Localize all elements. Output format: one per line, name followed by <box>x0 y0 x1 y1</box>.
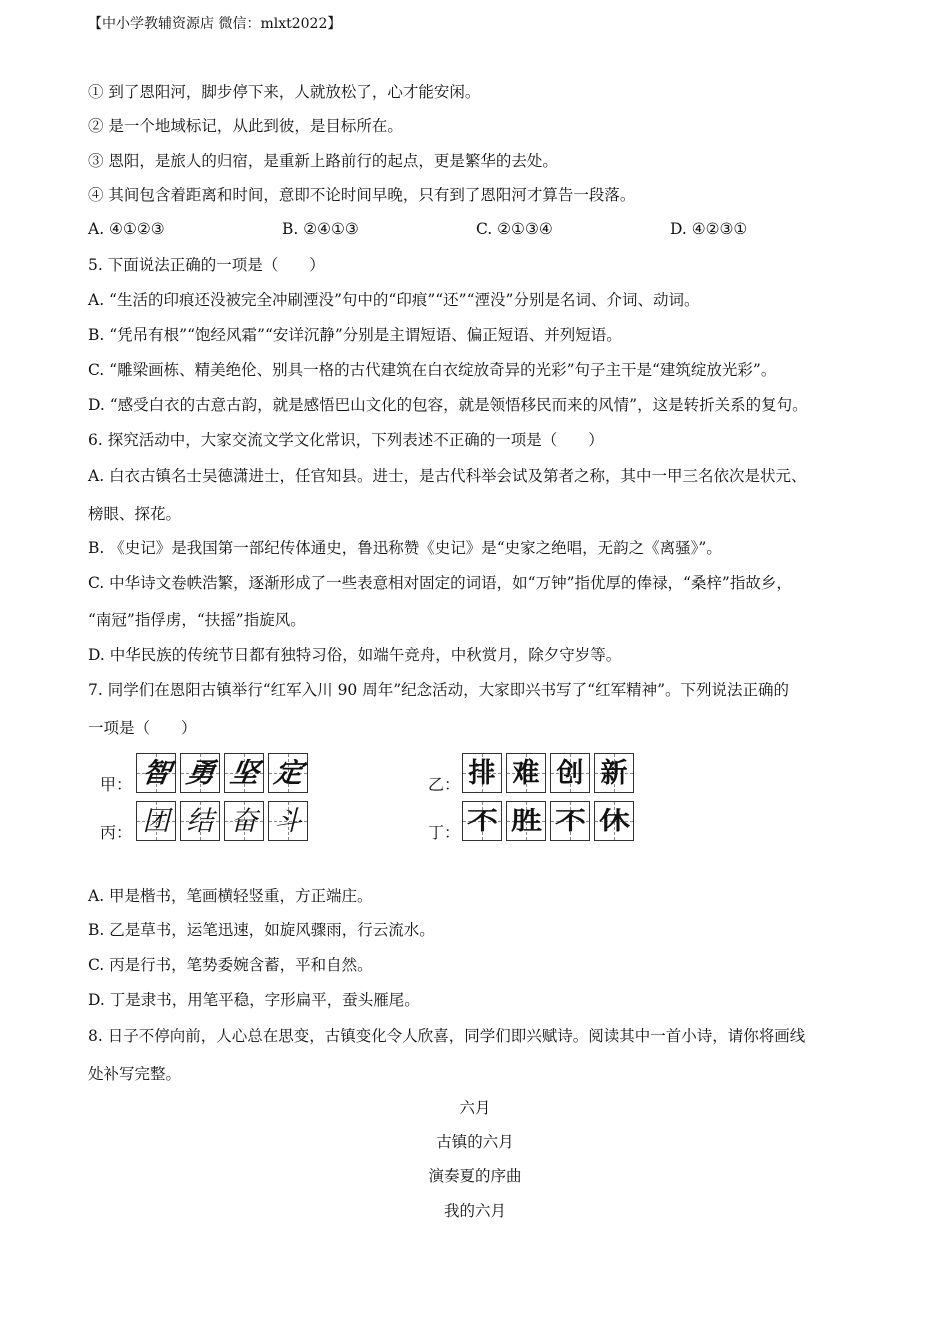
poem-line: 古镇的六月 <box>436 1133 514 1151</box>
q4-option-b: B. ②④①③ <box>282 220 359 238</box>
q5-stem: 5. 下面说法正确的一项是（ ） <box>88 256 325 274</box>
calligraphy-cell: 创 <box>550 753 590 793</box>
calligraphy-sample-jia <box>136 753 308 793</box>
poem-line: 我的六月 <box>443 1202 506 1220</box>
q4-item-2: ② 是一个地域标记，从此到彼，是目标所在。 <box>88 117 403 135</box>
q4-option-c: C. ②①③④ <box>476 220 553 238</box>
calligraphy-cell: 团 <box>136 801 176 841</box>
q7-stem-line1: 7. 同学们在恩阳古镇举行“红军入川 90 周年”纪念活动，大家即兴书写了“红军精神”。下列说法正确的 <box>88 681 789 699</box>
calligraphy-cell: 定 <box>268 753 308 793</box>
calligraphy-sample-yi <box>462 753 634 793</box>
q4-item-1: ① 到了恩阳河，脚步停下来，人就放松了，心才能安闲。 <box>88 83 481 101</box>
q6-option-c-line2: “南冠”指俘虏，“扶摇”指旋风。 <box>88 611 306 629</box>
calligraphy-label-jia: 甲： <box>100 775 133 794</box>
calligraphy-cell: 斗 <box>268 801 308 841</box>
calligraphy-cell: 智 <box>136 753 176 793</box>
calligraphy-label-ding: 丁： <box>428 823 461 842</box>
q7-option-b: B. 乙是草书，运笔迅速，如旋风骤雨，行云流水。 <box>88 921 435 939</box>
q7-stem-line2: 一项是（ ） <box>88 719 197 737</box>
calligraphy-cell: 奋 <box>224 801 264 841</box>
calligraphy-cell: 排 <box>462 753 502 793</box>
q7-option-d: D. 丁是隶书，用笔平稳，字形扁平，蚕头雁尾。 <box>88 991 420 1009</box>
calligraphy-sample-bing <box>136 801 308 841</box>
q7-option-a: A. 甲是楷书，笔画横轻竖重，方正端庄。 <box>88 887 373 905</box>
q6-option-a-line1: A. 白衣古镇名士吴德潇进士，任官知县。进士，是古代科举会试及第者之称，其中一甲三名依次是状元、 <box>88 467 807 485</box>
calligraphy-cell: 结 <box>180 801 220 841</box>
poem-title: 六月 <box>459 1099 491 1117</box>
q8-stem-line1: 8. 日子不停向前，人心总在思变，古镇变化令人欣喜，同学们即兴赋诗。阅读其中一首小诗，请你将画线 <box>88 1027 806 1045</box>
q5-option-c: C. “雕梁画栋、精美绝伦、别具一格的古代建筑在白衣绽放奇异的光彩”句子主干是“建筑绽放光彩”。 <box>88 361 777 379</box>
poem-line: 演奏夏的序曲 <box>428 1167 522 1185</box>
q5-option-d: D. “感受白衣的古意古韵，就是感悟巴山文化的包容，就是领悟移民而来的风情”，这是转折关系的复句。 <box>88 396 808 414</box>
q6-option-d: D. 中华民族的传统节日都有独特习俗，如端午竞舟，中秋赏月，除夕守岁等。 <box>88 646 622 664</box>
q4-option-a: A. ④①②③ <box>88 220 165 238</box>
calligraphy-cell: 不 <box>550 801 590 841</box>
calligraphy-cell: 坚 <box>224 753 264 793</box>
q4-item-3: ③ 恩阳，是旅人的归宿，是重新上路前行的起点，更是繁华的去处。 <box>88 152 558 170</box>
calligraphy-cell: 胜 <box>506 801 546 841</box>
calligraphy-label-yi: 乙： <box>428 775 461 794</box>
q6-option-a-line2: 榜眼、探花。 <box>88 505 182 523</box>
calligraphy-label-bing: 丙： <box>100 823 133 842</box>
q8-stem-line2: 处补写完整。 <box>88 1065 182 1083</box>
calligraphy-cell: 难 <box>506 753 546 793</box>
q6-stem: 6. 探究活动中，大家交流文学文化常识，下列表述不正确的一项是（ ） <box>88 431 604 449</box>
q5-option-a: A. “生活的印痕还没被完全冲刷湮没”句中的“印痕”“还”“湮没”分别是名词、介词、动词。 <box>88 291 700 309</box>
calligraphy-cell: 新 <box>594 753 634 793</box>
q4-option-d: D. ④②③① <box>670 220 748 238</box>
q7-option-c: C. 丙是行书，笔势委婉含蓄，平和自然。 <box>88 956 373 974</box>
calligraphy-cell: 休 <box>594 801 634 841</box>
q6-option-c-line1: C. 中华诗文卷帙浩繁，逐渐形成了一些表意相对固定的词语，如“万钟”指优厚的俸禄，“桑梓”指故乡， <box>88 574 792 592</box>
calligraphy-sample-ding <box>462 801 634 841</box>
calligraphy-cell: 不 <box>462 801 502 841</box>
page-header: 【中小学教辅资源店 微信：mlxt2022】 <box>88 16 342 32</box>
q5-option-b: B. “凭吊有根”“饱经风霜”“安详沉静”分别是主谓短语、偏正短语、并列短语。 <box>88 326 622 344</box>
q6-option-b: B. 《史记》是我国第一部纪传体通史，鲁迅称赞《史记》是“史家之绝唱，无韵之《离骚》”。 <box>88 539 722 557</box>
calligraphy-cell: 勇 <box>180 753 220 793</box>
q4-item-4: ④ 其间包含着距离和时间，意即不论时间早晚，只有到了恩阳河才算告一段落。 <box>88 186 636 204</box>
